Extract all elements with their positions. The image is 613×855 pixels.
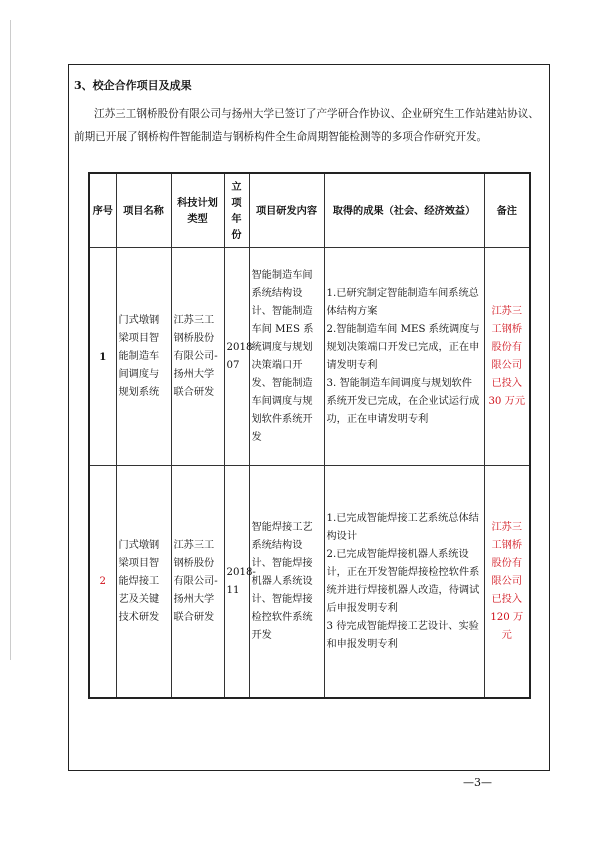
projects-table (88, 172, 531, 699)
row-plan-type: 江苏三工钢桥股份有限公司-扬州大学联合研发 (171, 248, 224, 466)
table-header-row (89, 173, 530, 248)
result-item: 3. 智能制造车间调度与规划软件系统开发已完成，在企业试运行成功，正在申请发明专利 (326, 377, 480, 425)
row-name: 门式墩钢梁项目智能制造车间调度与规划系统 (116, 248, 171, 466)
row-plan-type: 江苏三工钢桥股份有限公司-扬州大学联合研发 (171, 466, 224, 699)
table-row (89, 466, 530, 699)
header-seq: 序号 (89, 173, 116, 248)
page-number: —3— (463, 776, 492, 789)
row-year: 2018-07 (224, 248, 249, 466)
row-remark: 江苏三工钢桥股份有限公司已投入 30 万元 (484, 248, 530, 466)
result-item: 2.已完成智能焊接机器人系统设计，正在开发智能焊接检控软件系统并进行焊接机器人改造，待调试后申报发明专利 (326, 548, 480, 614)
header-plan-type: 科技计划类型 (171, 173, 224, 248)
row-remark: 江苏三工钢桥股份有限公司已投入 120 万元 (484, 466, 530, 699)
result-item: 2.智能制造车间 MES 系统调度与规划决策端口开发已完成，正在申请发明专利 (326, 323, 480, 371)
row-results (324, 466, 484, 699)
header-name: 项目名称 (116, 173, 171, 248)
result-item: 3 待完成智能焊接工艺设计、实验和申报发明专利 (326, 620, 479, 650)
result-item: 1.已研究制定智能制造车间系统总体结构方案 (326, 287, 479, 317)
row-seq: 1 (89, 248, 116, 466)
row-results (324, 248, 484, 466)
header-year: 立项年份 (224, 173, 249, 248)
result-item: 1.已完成智能焊接工艺系统总体结构设计 (326, 512, 479, 542)
section-title: 3、校企合作项目及成果 (74, 79, 192, 92)
header-result: 取得的成果（社会、经济效益） (324, 173, 484, 248)
table-row (89, 248, 530, 466)
row-content: 智能焊接工艺系统结构设计、智能焊接机器人系统设计、智能焊接检控软件系统开发 (249, 466, 324, 699)
intro-paragraph (74, 103, 544, 149)
row-content: 智能制造车间系统结构设计、智能制造车间 MES 系统调度与规划决策端口开发、智能制造车间调度与规划软件系统开发 (249, 248, 324, 466)
row-name: 门式墩钢梁项目智能焊接工艺及关键技术研发 (116, 466, 171, 699)
intro-line-1: 江苏三工钢桥股份有限公司与扬州大学已签订了产学研合作协议、企业研究生工作站建站协议、 (94, 108, 539, 120)
header-remark: 备注 (484, 173, 530, 248)
intro-line-2: 前期已开展了钢桥构件智能制造与钢桥构件全生命周期智能检测等的多项合作研究开发。 (74, 131, 488, 143)
row-seq: 2 (89, 466, 116, 699)
left-margin-line (10, 20, 11, 660)
row-year: 2018-11 (224, 466, 249, 699)
header-content: 项目研发内容 (249, 173, 324, 248)
